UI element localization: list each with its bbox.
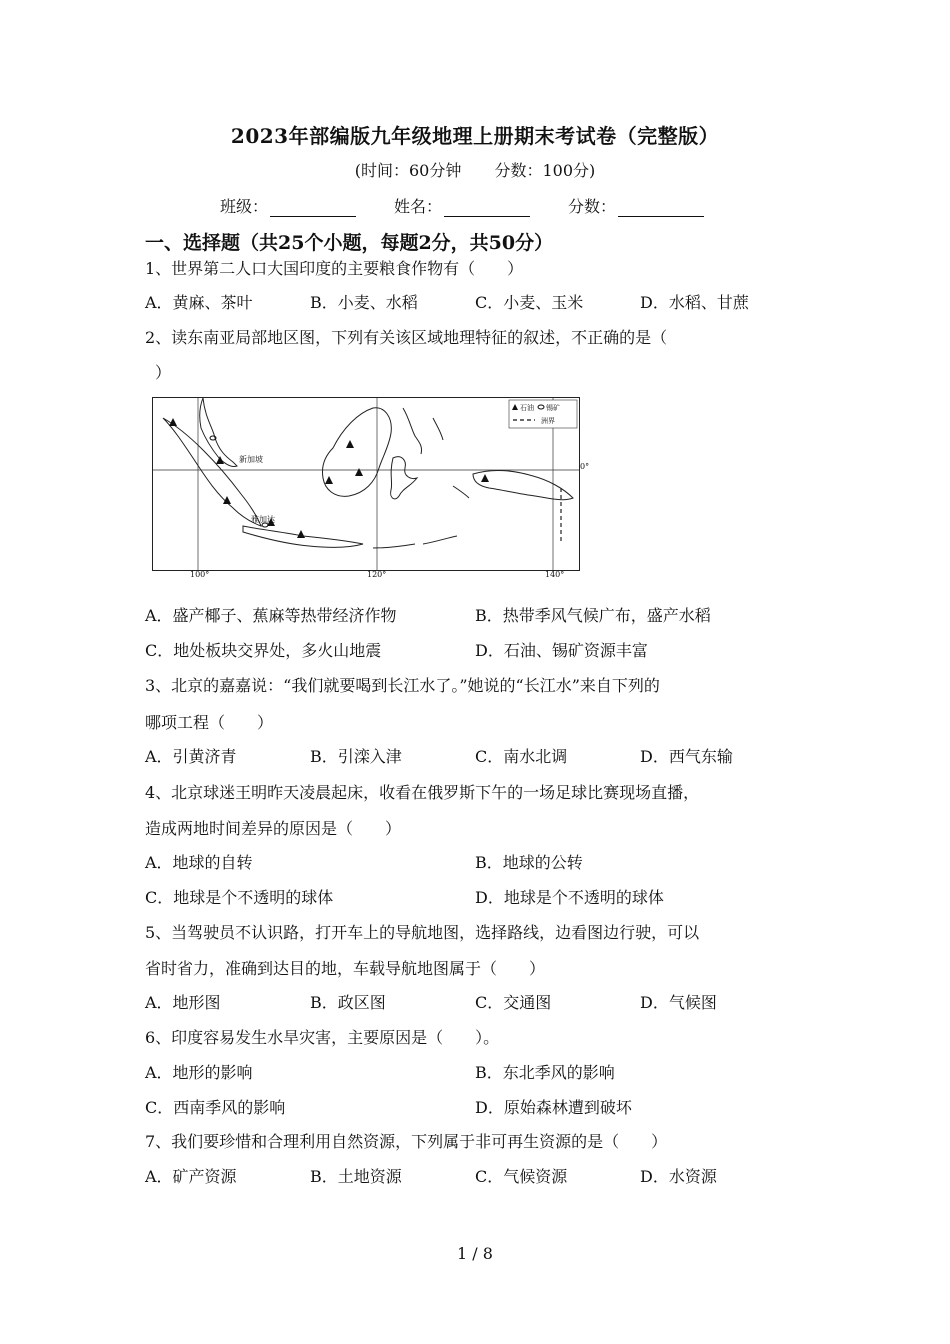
legend-oil: 石油 [520, 404, 534, 412]
option-b[interactable]: B．地球的公转 [475, 853, 583, 872]
question-2: 2、读东南亚局部地区图，下列有关该区域地理特征的叙述，不正确的是（ [145, 328, 668, 347]
option-d[interactable]: D．水稻、甘蔗 [640, 293, 749, 312]
option-c[interactable]: C．气候资源 [475, 1167, 568, 1186]
option-c[interactable]: C．小麦、玉米 [475, 293, 584, 312]
option-a[interactable]: A．矿产资源 [145, 1167, 237, 1186]
option-b[interactable]: B．土地资源 [310, 1167, 402, 1186]
oil-marker [346, 440, 354, 448]
lon-120: 120° [367, 570, 387, 579]
page-number: 1 / 8 [457, 1244, 493, 1263]
time-limit: (时间：60分钟 [354, 161, 462, 180]
legend-border: 洲界 [541, 417, 555, 425]
lat-0: 0° [580, 462, 590, 471]
class-label: 班级： [220, 197, 269, 216]
option-b[interactable]: B．东北季风的影响 [475, 1063, 615, 1082]
option-a[interactable]: A．盛产椰子、蕉麻等热带经济作物 [145, 606, 397, 625]
section-title: 一、选择题（共25个小题，每题2分，共50分） [145, 232, 554, 254]
oil-marker [325, 476, 333, 484]
option-a[interactable]: A．黄麻、茶叶 [145, 293, 253, 312]
score-field[interactable] [618, 198, 704, 217]
option-a[interactable]: A．地形的影响 [145, 1063, 253, 1082]
option-d[interactable]: D．石油、锡矿资源丰富 [475, 641, 648, 660]
option-d[interactable]: D．气候图 [640, 993, 717, 1012]
option-d[interactable]: D．水资源 [640, 1167, 717, 1186]
question-1: 1、世界第二人口大国印度的主要粮食作物有（ ） [145, 259, 524, 278]
option-c[interactable]: C．地球是个不透明的球体 [145, 888, 334, 907]
oil-marker [481, 474, 489, 482]
exam-title: 2023年部编版九年级地理上册期末考试卷（完整版） [230, 124, 720, 148]
lon-100: 100° [190, 570, 210, 579]
question-5: 5、当驾驶员不认识路，打开车上的导航地图，选择路线，边看图边行驶，可以 [145, 923, 700, 942]
southeast-asia-map [152, 397, 580, 571]
question-2-cont: ） [155, 363, 172, 382]
map-figure [153, 398, 579, 570]
total-score: 分数：100分) [494, 161, 596, 180]
option-a[interactable]: A．地球的自转 [145, 853, 253, 872]
oil-marker [355, 468, 363, 476]
question-4: 4、北京球迷王明昨天凌晨起床，收看在俄罗斯下午的一场足球比赛现场直播， [145, 783, 700, 802]
name-field[interactable] [444, 198, 530, 217]
oil-marker [297, 530, 305, 538]
option-c[interactable]: C．地处板块交界处，多火山地震 [145, 641, 382, 660]
label-singapore: 新加坡 [239, 455, 263, 464]
option-b[interactable]: B．政区图 [310, 993, 386, 1012]
option-b[interactable]: B．小麦、水稻 [310, 293, 418, 312]
question-4-cont: 造成两地时间差异的原因是（ ） [145, 819, 402, 838]
label-jakarta: 雅加达 [251, 515, 275, 524]
question-6: 6、印度容易发生水旱灾害，主要原因是（ ）。 [145, 1028, 500, 1047]
option-c[interactable]: C．西南季风的影响 [145, 1098, 286, 1117]
exam-subtitle [0, 158, 950, 181]
class-field[interactable] [270, 198, 356, 217]
question-5-cont: 省时省力，准确到达目的地，车载导航地图属于（ ） [145, 959, 546, 978]
option-a[interactable]: A．地形图 [145, 993, 221, 1012]
option-d[interactable]: D．西气东输 [640, 747, 733, 766]
option-b[interactable]: B．引滦入津 [310, 747, 402, 766]
option-d[interactable]: D．原始森林遭到破坏 [475, 1098, 632, 1117]
legend-tin: 锡矿 [546, 404, 560, 412]
option-a[interactable]: A．引黄济青 [145, 747, 237, 766]
student-info [220, 194, 742, 217]
score-label: 分数： [568, 197, 617, 216]
question-3: 3、北京的嘉嘉说：“我们就要喝到长江水了。”她说的“长江水”来自下列的 [145, 676, 660, 695]
question-7: 7、我们要珍惜和合理利用自然资源，下列属于非可再生资源的是（ ） [145, 1132, 668, 1151]
question-3-cont: 哪项工程（ ） [145, 713, 274, 732]
option-d[interactable]: D．地球是个不透明的球体 [475, 888, 664, 907]
lon-140: 140° [545, 570, 565, 579]
option-c[interactable]: C．南水北调 [475, 747, 568, 766]
name-label: 姓名： [394, 197, 443, 216]
option-b[interactable]: B．热带季风气候广布，盛产水稻 [475, 606, 711, 625]
oil-marker [216, 456, 224, 464]
option-c[interactable]: C．交通图 [475, 993, 552, 1012]
